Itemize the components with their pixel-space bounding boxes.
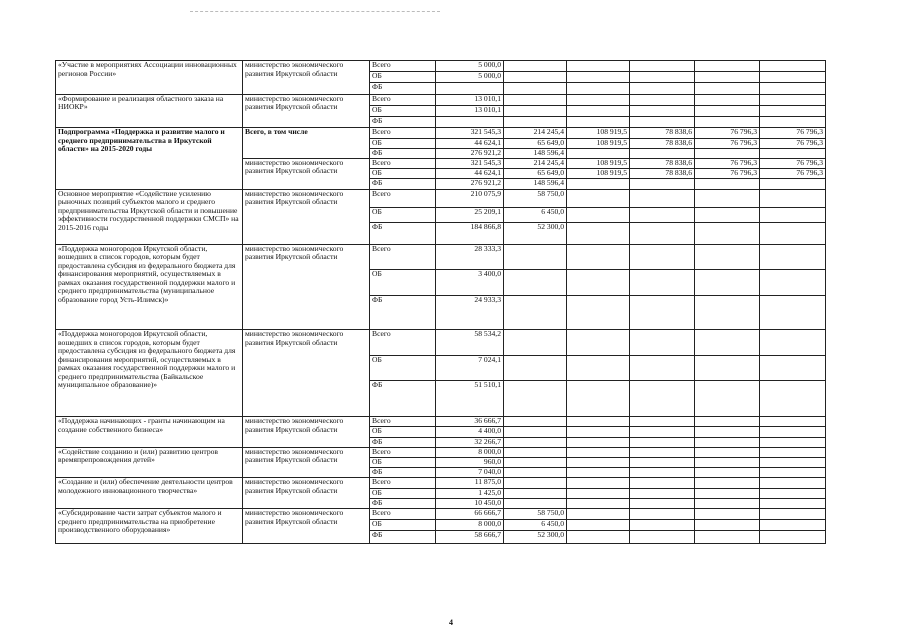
amount-cell <box>760 427 826 437</box>
activity-name-cell: «Формирование и реализация областного заказа на НИОКР» <box>56 94 243 128</box>
amount-cell: 51 510,1 <box>436 381 504 417</box>
table-row <box>56 244 826 270</box>
amount-cell <box>760 295 826 330</box>
amount-cell <box>695 105 760 116</box>
funding-source-cell: ФБ <box>370 468 436 478</box>
amount-cell <box>567 105 630 116</box>
amount-cell: 8 000,0 <box>436 447 504 457</box>
funding-source-cell: ОБ <box>370 520 436 531</box>
amount-cell <box>630 207 695 222</box>
amount-cell <box>695 468 760 478</box>
amount-cell: 6 450,0 <box>504 520 567 531</box>
amount-cell <box>567 179 630 189</box>
amount-cell <box>630 330 695 356</box>
amount-cell <box>760 207 826 222</box>
amount-cell <box>504 427 567 437</box>
amount-cell <box>630 531 695 544</box>
amount-cell <box>504 61 567 72</box>
funding-source-cell: Всего <box>370 417 436 427</box>
amount-cell: 65 649,0 <box>504 169 567 179</box>
amount-cell <box>630 468 695 478</box>
amount-cell <box>504 355 567 381</box>
amount-cell: 44 624,1 <box>436 169 504 179</box>
executor-cell: Всего, в том числе <box>243 128 370 159</box>
amount-cell <box>630 148 695 158</box>
funding-source-cell: ОБ <box>370 105 436 116</box>
amount-cell <box>695 117 760 128</box>
amount-cell: 11 875,0 <box>436 478 504 488</box>
funding-source-cell: Всего <box>370 447 436 457</box>
executor-cell: министерство экономического развития Иркутской области <box>243 244 370 330</box>
amount-cell <box>760 189 826 207</box>
amount-cell: 52 300,0 <box>504 223 567 244</box>
amount-cell <box>695 244 760 270</box>
amount-cell <box>630 244 695 270</box>
amount-cell <box>504 468 567 478</box>
funding-source-cell: ОБ <box>370 138 436 148</box>
amount-cell: 36 666,7 <box>436 417 504 427</box>
funding-source-cell: Всего <box>370 128 436 138</box>
budget-table <box>55 60 826 544</box>
amount-cell <box>567 117 630 128</box>
amount-cell: 78 838,6 <box>630 138 695 148</box>
amount-cell <box>695 270 760 296</box>
amount-cell <box>504 478 567 488</box>
amount-cell <box>630 520 695 531</box>
activity-name-cell: «Создание и (или) обеспечение деятельности центров молодежного инновационного творчества» <box>56 478 243 509</box>
amount-cell <box>760 478 826 488</box>
amount-cell <box>504 417 567 427</box>
amount-cell <box>760 457 826 467</box>
amount-cell: 65 649,0 <box>504 138 567 148</box>
amount-cell <box>567 207 630 222</box>
amount-cell <box>695 447 760 457</box>
amount-cell: 66 666,7 <box>436 509 504 520</box>
amount-cell <box>630 105 695 116</box>
table-row <box>56 128 826 138</box>
amount-cell: 76 796,3 <box>695 169 760 179</box>
amount-cell <box>630 83 695 94</box>
amount-cell <box>567 189 630 207</box>
amount-cell <box>567 148 630 158</box>
amount-cell: 108 919,5 <box>567 128 630 138</box>
amount-cell <box>695 189 760 207</box>
amount-cell: 25 209,1 <box>436 207 504 222</box>
amount-cell: 960,0 <box>436 457 504 467</box>
amount-cell <box>695 61 760 72</box>
table-row <box>56 509 826 520</box>
amount-cell <box>695 457 760 467</box>
amount-cell <box>630 72 695 83</box>
amount-cell: 210 075,9 <box>436 189 504 207</box>
funding-source-cell: Всего <box>370 61 436 72</box>
amount-cell <box>760 117 826 128</box>
amount-cell: 52 300,0 <box>504 531 567 544</box>
activity-name-cell: Подпрограмма «Поддержка и развитие малого и среднего предпринимательства в Иркутской области» на 2015-2020 годы <box>56 128 243 189</box>
amount-cell <box>567 330 630 356</box>
executor-cell: министерство экономического развития Иркутской области <box>243 478 370 509</box>
amount-cell <box>760 520 826 531</box>
funding-source-cell: Всего <box>370 94 436 105</box>
amount-cell <box>695 498 760 508</box>
amount-cell <box>760 531 826 544</box>
amount-cell: 276 921,2 <box>436 148 504 158</box>
page-number: 4 <box>449 618 453 627</box>
amount-cell <box>504 244 567 270</box>
amount-cell <box>760 61 826 72</box>
amount-cell <box>695 83 760 94</box>
amount-cell: 58 750,0 <box>504 509 567 520</box>
amount-cell: 276 921,2 <box>436 179 504 189</box>
amount-cell <box>760 148 826 158</box>
amount-cell <box>695 148 760 158</box>
amount-cell: 148 596,4 <box>504 179 567 189</box>
amount-cell <box>567 61 630 72</box>
funding-source-cell: ФБ <box>370 179 436 189</box>
executor-cell: министерство экономического развития Иркутской области <box>243 61 370 95</box>
funding-source-cell: ОБ <box>370 207 436 222</box>
amount-cell <box>630 488 695 498</box>
amount-cell <box>760 270 826 296</box>
amount-cell: 184 866,8 <box>436 223 504 244</box>
amount-cell <box>567 94 630 105</box>
amount-cell <box>567 531 630 544</box>
amount-cell: 76 796,3 <box>760 169 826 179</box>
amount-cell <box>504 117 567 128</box>
amount-cell <box>630 427 695 437</box>
amount-cell: 13 010,1 <box>436 94 504 105</box>
amount-cell <box>760 447 826 457</box>
amount-cell: 76 796,3 <box>695 138 760 148</box>
amount-cell <box>695 381 760 417</box>
amount-cell <box>695 207 760 222</box>
funding-source-cell: ФБ <box>370 531 436 544</box>
executor-cell: министерство экономического развития Иркутской области <box>243 330 370 417</box>
table-row <box>56 447 826 457</box>
amount-cell <box>630 179 695 189</box>
funding-source-cell: Всего <box>370 478 436 488</box>
amount-cell <box>567 223 630 244</box>
funding-source-cell: Всего <box>370 158 436 168</box>
amount-cell <box>567 270 630 296</box>
amount-cell <box>567 417 630 427</box>
activity-name-cell: «Субсидирование части затрат субъектов малого и среднего предпринимательства на приобретение производственного оборудования» <box>56 509 243 544</box>
amount-cell <box>630 417 695 427</box>
executor-cell: министерство экономического развития Иркутской области <box>243 94 370 128</box>
funding-source-cell: ОБ <box>370 270 436 296</box>
budget-table-container <box>55 60 825 544</box>
amount-cell: 214 245,4 <box>504 158 567 168</box>
amount-cell <box>567 457 630 467</box>
amount-cell <box>630 381 695 417</box>
amount-cell: 7 040,0 <box>436 468 504 478</box>
funding-source-cell: Всего <box>370 330 436 356</box>
amount-cell: 108 919,5 <box>567 138 630 148</box>
amount-cell <box>567 427 630 437</box>
amount-cell <box>695 94 760 105</box>
amount-cell <box>630 437 695 447</box>
amount-cell <box>695 531 760 544</box>
activity-name-cell: «Участие в мероприятиях Ассоциации инновационных регионов России» <box>56 61 243 95</box>
amount-cell <box>567 447 630 457</box>
funding-source-cell: Всего <box>370 509 436 520</box>
amount-cell <box>436 117 504 128</box>
executor-cell: министерство экономического развития Иркутской области <box>243 158 370 189</box>
amount-cell <box>695 520 760 531</box>
funding-source-cell: ОБ <box>370 355 436 381</box>
amount-cell: 214 245,4 <box>504 128 567 138</box>
amount-cell <box>760 498 826 508</box>
table-row <box>56 61 826 72</box>
funding-source-cell: ФБ <box>370 83 436 94</box>
amount-cell: 7 024,1 <box>436 355 504 381</box>
amount-cell: 108 919,5 <box>567 169 630 179</box>
amount-cell: 6 450,0 <box>504 207 567 222</box>
amount-cell: 28 333,3 <box>436 244 504 270</box>
amount-cell: 321 545,3 <box>436 128 504 138</box>
amount-cell <box>567 478 630 488</box>
amount-cell <box>504 270 567 296</box>
amount-cell <box>630 478 695 488</box>
amount-cell <box>504 72 567 83</box>
amount-cell: 1 425,0 <box>436 488 504 498</box>
amount-cell: 58 750,0 <box>504 189 567 207</box>
amount-cell: 108 919,5 <box>567 158 630 168</box>
amount-cell <box>760 509 826 520</box>
amount-cell: 5 000,0 <box>436 61 504 72</box>
funding-source-cell: ОБ <box>370 457 436 467</box>
funding-source-cell: Всего <box>370 244 436 270</box>
funding-source-cell: ФБ <box>370 223 436 244</box>
executor-cell: министерство экономического развития Иркутской области <box>243 509 370 544</box>
amount-cell <box>567 509 630 520</box>
amount-cell <box>567 83 630 94</box>
amount-cell <box>567 437 630 447</box>
amount-cell <box>760 437 826 447</box>
amount-cell <box>504 457 567 467</box>
activity-name-cell: «Содействие созданию и (или) развитию центров времяпрепровождения детей» <box>56 447 243 478</box>
amount-cell: 76 796,3 <box>760 138 826 148</box>
amount-cell: 78 838,6 <box>630 158 695 168</box>
amount-cell <box>630 295 695 330</box>
amount-cell <box>630 447 695 457</box>
amount-cell <box>760 381 826 417</box>
amount-cell <box>695 417 760 427</box>
amount-cell <box>504 447 567 457</box>
amount-cell <box>630 117 695 128</box>
amount-cell: 3 400,0 <box>436 270 504 296</box>
amount-cell <box>504 498 567 508</box>
activity-name-cell: «Поддержка моногородов Иркутской области, вошедших в список городов, которым будет предоставлена субсидия из федерального бюджета для финансирования мероприятий, осуществляемых в рамках оказания государственной поддержки малого и среднего предпринимательства (муниципальное образование город Усть-Илимск)» <box>56 244 243 330</box>
executor-cell: министерство экономического развития Иркутской области <box>243 189 370 244</box>
amount-cell <box>760 417 826 427</box>
amount-cell <box>695 509 760 520</box>
amount-cell <box>760 72 826 83</box>
amount-cell: 58 534,2 <box>436 330 504 356</box>
table-row <box>56 417 826 427</box>
amount-cell: 76 796,3 <box>760 158 826 168</box>
amount-cell <box>567 244 630 270</box>
amount-cell <box>695 223 760 244</box>
amount-cell <box>760 244 826 270</box>
funding-source-cell: ОБ <box>370 169 436 179</box>
amount-cell <box>630 355 695 381</box>
funding-source-cell: ОБ <box>370 72 436 83</box>
amount-cell <box>760 468 826 478</box>
amount-cell <box>760 83 826 94</box>
amount-cell <box>504 381 567 417</box>
amount-cell <box>760 488 826 498</box>
amount-cell <box>567 498 630 508</box>
amount-cell: 148 596,4 <box>504 148 567 158</box>
amount-cell <box>567 381 630 417</box>
funding-source-cell: ФБ <box>370 295 436 330</box>
funding-source-cell: ОБ <box>370 427 436 437</box>
amount-cell: 10 450,0 <box>436 498 504 508</box>
amount-cell <box>567 295 630 330</box>
amount-cell: 44 624,1 <box>436 138 504 148</box>
amount-cell <box>630 94 695 105</box>
amount-cell <box>695 355 760 381</box>
amount-cell <box>695 427 760 437</box>
table-row <box>56 330 826 356</box>
activity-name-cell: Основное мероприятие «Содействие усилению рыночных позиций субъектов малого и среднего предпринимательства Иркутской области и повышение эффективности государственной поддержки СМСП» на 2015-2016 годы <box>56 189 243 244</box>
amount-cell <box>695 488 760 498</box>
amount-cell: 58 666,7 <box>436 531 504 544</box>
amount-cell <box>567 355 630 381</box>
amount-cell: 13 010,1 <box>436 105 504 116</box>
amount-cell: 5 000,0 <box>436 72 504 83</box>
amount-cell <box>695 330 760 356</box>
amount-cell <box>504 295 567 330</box>
amount-cell: 24 933,3 <box>436 295 504 330</box>
amount-cell <box>504 105 567 116</box>
amount-cell: 32 266,7 <box>436 437 504 447</box>
amount-cell <box>567 72 630 83</box>
table-row <box>56 478 826 488</box>
amount-cell <box>436 83 504 94</box>
amount-cell: 8 000,0 <box>436 520 504 531</box>
activity-name-cell: «Поддержка начинающих - гранты начинающим на создание собственного бизнеса» <box>56 417 243 448</box>
amount-cell <box>695 478 760 488</box>
amount-cell <box>695 437 760 447</box>
scan-mark <box>190 11 440 13</box>
amount-cell <box>504 330 567 356</box>
amount-cell <box>504 488 567 498</box>
amount-cell: 78 838,6 <box>630 128 695 138</box>
funding-source-cell: Всего <box>370 189 436 207</box>
amount-cell <box>567 520 630 531</box>
amount-cell <box>504 94 567 105</box>
amount-cell <box>630 509 695 520</box>
funding-source-cell: ФБ <box>370 437 436 447</box>
amount-cell <box>760 94 826 105</box>
amount-cell <box>760 179 826 189</box>
amount-cell <box>760 105 826 116</box>
amount-cell <box>630 457 695 467</box>
amount-cell <box>630 223 695 244</box>
amount-cell <box>630 61 695 72</box>
amount-cell <box>504 437 567 447</box>
amount-cell <box>630 498 695 508</box>
amount-cell <box>630 270 695 296</box>
amount-cell <box>695 295 760 330</box>
funding-source-cell: ФБ <box>370 117 436 128</box>
amount-cell <box>567 488 630 498</box>
amount-cell <box>504 83 567 94</box>
amount-cell <box>695 179 760 189</box>
activity-name-cell: «Поддержка моногородов Иркутской области, вошедших в список городов, которым будет предоставлена субсидия из федерального бюджета для финансирования мероприятий, осуществляемых в рамках оказания государственной поддержки малого и среднего предпринимательства (Байкальское муниципальное образование)» <box>56 330 243 417</box>
amount-cell: 4 400,0 <box>436 427 504 437</box>
table-row <box>56 189 826 207</box>
amount-cell: 76 796,3 <box>695 128 760 138</box>
funding-source-cell: ФБ <box>370 498 436 508</box>
amount-cell <box>567 468 630 478</box>
funding-source-cell: ФБ <box>370 148 436 158</box>
table-row <box>56 94 826 105</box>
amount-cell: 76 796,3 <box>760 128 826 138</box>
funding-source-cell: ОБ <box>370 488 436 498</box>
amount-cell <box>760 355 826 381</box>
amount-cell <box>695 72 760 83</box>
amount-cell: 78 838,6 <box>630 169 695 179</box>
amount-cell <box>630 189 695 207</box>
amount-cell <box>760 223 826 244</box>
amount-cell: 76 796,3 <box>695 158 760 168</box>
executor-cell: министерство экономического развития Иркутской области <box>243 447 370 478</box>
amount-cell <box>760 330 826 356</box>
amount-cell: 321 545,3 <box>436 158 504 168</box>
funding-source-cell: ФБ <box>370 381 436 417</box>
executor-cell: министерство экономического развития Иркутской области <box>243 417 370 448</box>
